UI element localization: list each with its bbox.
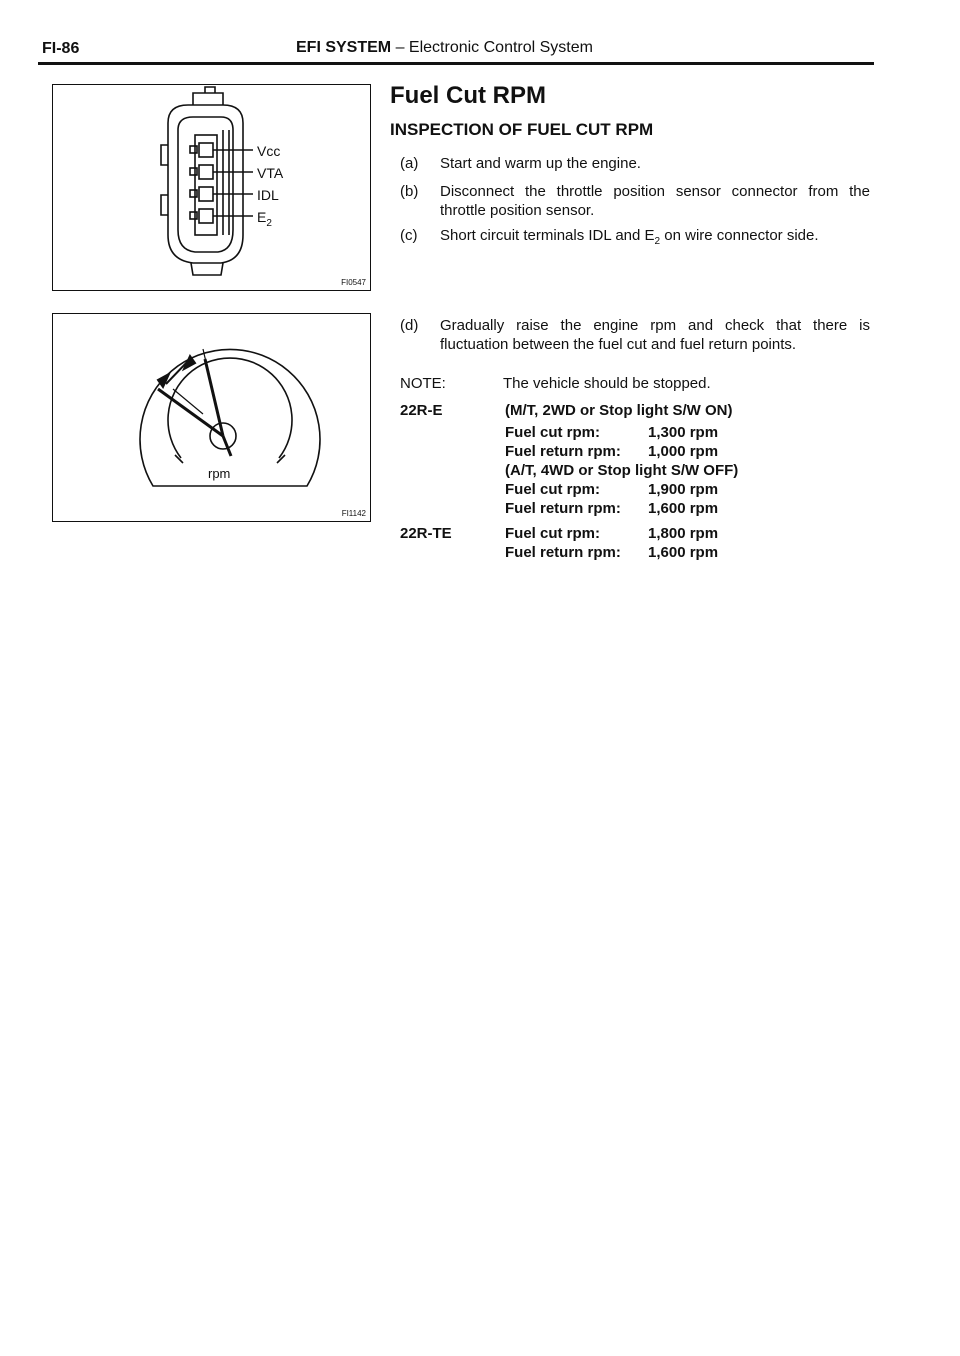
- fuel-return-value: 1,600 rpm: [648, 500, 719, 517]
- pin-label-e2: [257, 209, 272, 229]
- fuel-return-label: Fuel return rpm:: [505, 544, 621, 561]
- note-label: NOTE:: [400, 375, 446, 392]
- figure-code: FI1142: [341, 509, 366, 518]
- fuel-cut-label: Fuel cut rpm:: [505, 481, 601, 498]
- page-number: FI-86: [42, 40, 80, 57]
- connector-figure: [52, 84, 371, 291]
- pin-label-e2-base: E: [257, 209, 267, 225]
- condition-1: (M/T, 2WD or Stop light S/W ON): [505, 402, 733, 419]
- figure-code: FI0547: [341, 278, 366, 287]
- fuel-return-value: 1,000 rpm: [648, 443, 719, 460]
- step-text-sub: 2: [654, 236, 661, 247]
- pin-label-idl: IDL: [257, 187, 279, 203]
- note: [400, 375, 711, 392]
- condition-2: (A/T, 4WD or Stop light S/W OFF): [505, 462, 739, 479]
- step-label: (b): [400, 183, 419, 200]
- fuel-cut-value: 1,900 rpm: [648, 481, 719, 498]
- fuel-return-label: Fuel return rpm:: [505, 500, 621, 517]
- step-text-pre: Short circuit terminals IDL and E: [440, 227, 655, 244]
- tachometer-figure: [52, 313, 371, 522]
- page-heading: Fuel Cut RPM: [390, 82, 546, 109]
- tachometer-illustration: [53, 314, 370, 521]
- fuel-return-value: 1,600 rpm: [648, 544, 719, 561]
- fuel-return-label: Fuel return rpm:: [505, 443, 621, 460]
- pin-label-vta: VTA: [257, 165, 284, 181]
- fuel-cut-value: 1,800 rpm: [648, 525, 719, 542]
- section-title: [296, 39, 593, 57]
- step-label: (a): [400, 155, 419, 172]
- fuel-cut-value: 1,300 rpm: [648, 424, 719, 441]
- section-title-rest: – Electronic Control System: [391, 39, 593, 56]
- step-text: Disconnect the throttle position sensor connector from the throttle position sensor.: [440, 183, 870, 219]
- sub-heading: INSPECTION OF FUEL CUT RPM: [390, 120, 654, 139]
- pin-label-vcc: Vcc: [257, 143, 281, 159]
- step-text: Start and warm up the engine.: [440, 155, 641, 172]
- step-text: Gradually raise the engine rpm and check that there is fluctuation between the fuel cut and fuel return points.: [440, 317, 870, 353]
- fuel-cut-label: Fuel cut rpm:: [505, 424, 601, 441]
- model-22re: 22R-E: [400, 402, 443, 419]
- step-label: (d): [400, 317, 419, 334]
- step-label: (c): [400, 227, 418, 244]
- connector-illustration: [53, 85, 370, 290]
- note-text: The vehicle should be stopped.: [503, 375, 711, 392]
- step-text-post: on wire connector side.: [660, 227, 819, 244]
- page-header: [38, 32, 874, 65]
- step-text: [440, 226, 870, 251]
- pin-label-e2-sub: 2: [266, 217, 272, 229]
- model-22rte: 22R-TE: [400, 525, 452, 542]
- gauge-unit-label: rpm: [208, 466, 231, 481]
- section-title-bold: EFI SYSTEM: [296, 39, 392, 56]
- fuel-cut-label: Fuel cut rpm:: [505, 525, 601, 542]
